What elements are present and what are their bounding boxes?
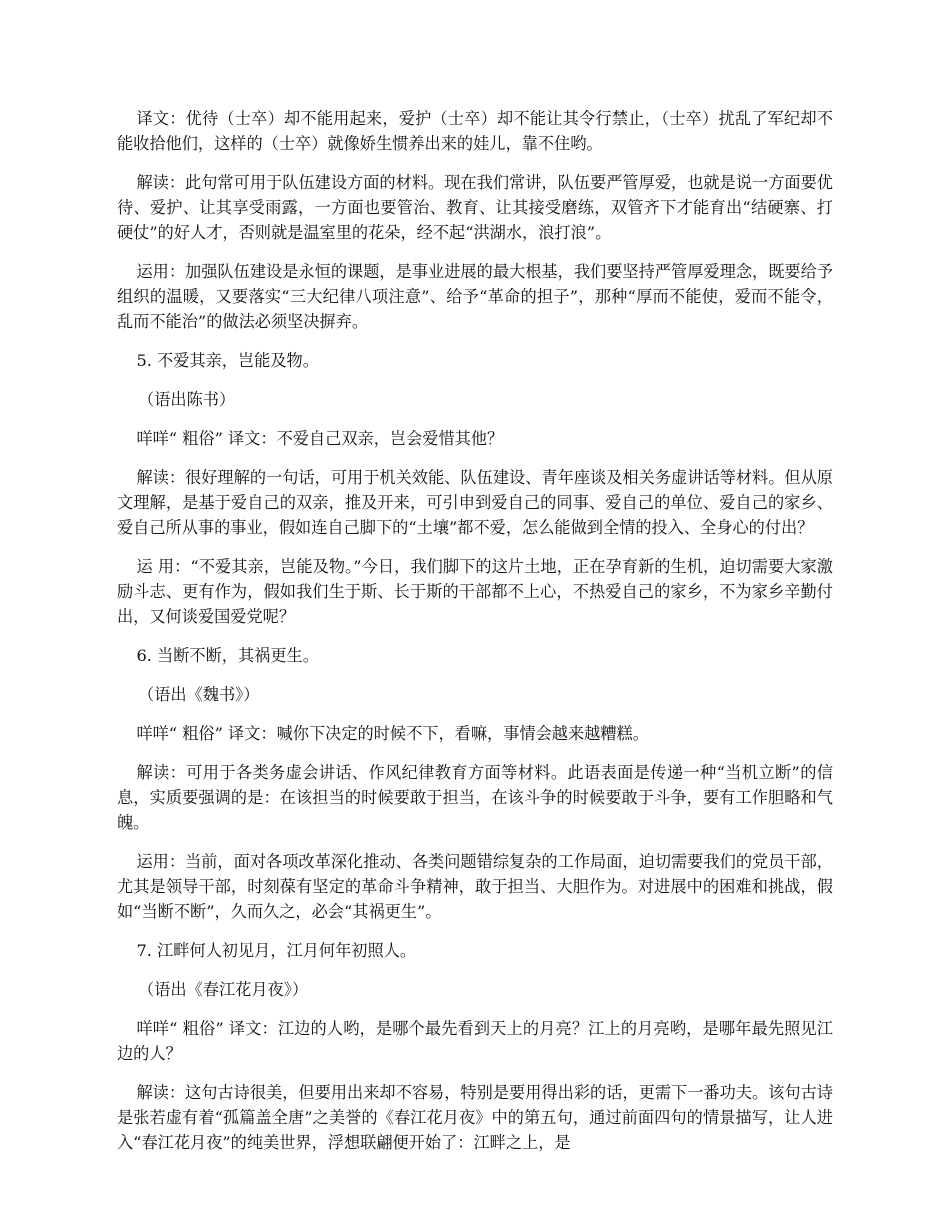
interpretation-paragraph: 解读：此句常可用于队伍建设方面的材料。现在我们常讲，队伍要严管厚爱，也就是说一方面要优待、爱护、让其享受雨露，一方面也要管治、教育、让其接受磨练，双管齐下才能育出“结硬寨、打硬仗”的好人才，否则就是温室里的花朵，经不起“洪湖水，浪打浪”。 [117, 173, 833, 242]
application-paragraph: 运用：当前，面对各项改革深化推动、各类问题错综复杂的工作局面，迫切需要我们的党员干部，尤其是领导干部，时刻葆有坚定的革命斗争精神，敢于担当、大胆作为。对进展中的困难和挑战，假如“当断不断”，久而久之，必会“其祸更生”。 [117, 852, 833, 921]
source-note-5: （语出陈书） [138, 390, 236, 409]
translation-paragraph: 译文：优待（士卒）却不能用起来，爱护（士卒）却不能让其令行禁止，（士卒）扰乱了军纪却不能收拾他们，这样的（士卒）就像娇生惯养出来的娃儿，靠不住哟。 [117, 109, 833, 153]
interpretation-paragraph: 解读：这句古诗很美，但要用出来却不容易，特别是要用得出彩的话，更需下一番功夫。该句古诗是张若虚有着“孤篇盖全唐”之美誉的《春江花月夜》中的第五句，通过前面四句的情景描写，让人进入“春江花月夜”的纯美世界，浮想联翩便开始了：江畔之上，是 [117, 1083, 833, 1152]
section-heading-5: 5. 不爱其亲，岂能及物。 [136, 351, 319, 370]
translation-paragraph: 咩咩“ 粗俗” 译文：喊你下决定的时候不下，看嘛，事情会越来越糟糕。 [136, 724, 649, 743]
application-paragraph: 运用：加强队伍建设是永恒的课题，是事业进展的最大根基，我们要坚持严管厚爱理念，既要给予组织的温暖，又要落实“三大纪律八项注意”、给予“革命的担子”，那种“厚而不能使，爱而不能令，乱而不能治”的做法必须坚决摒弃。 [117, 262, 833, 331]
application-paragraph: 运 用：“不爱其亲，岂能及物。”今日，我们脚下的这片土地，正在孕育新的生机，迫切需要大家激励斗志、更有作为，假如我们生于斯、长于斯的干部都不上心，不热爱自己的家乡，不为家乡辛勤付出，又何谈爱国爱党呢？ [117, 557, 833, 626]
document-page [117, 106, 833, 1169]
section-heading-6: 6. 当断不断，其祸更生。 [136, 646, 319, 665]
translation-paragraph: 咩咩“ 粗俗” 译文：不爱自己双亲，岂会爱惜其他？ [136, 429, 504, 448]
translation-paragraph: 咩咩“ 粗俗” 译文：江边的人哟，是哪个最先看到天上的月亮？江上的月亮哟，是哪年最先照见江边的人？ [117, 1019, 833, 1063]
source-note-7: （语出《春江花月夜》） [138, 980, 309, 999]
section-heading-7: 7. 江畔何人初见月，江月何年初照人。 [136, 941, 417, 960]
source-note-6: （语出《魏书》） [138, 685, 260, 704]
interpretation-paragraph: 解读：可用于各类务虚会讲话、作风纪律教育方面等材料。此语表面是传递一种“当机立断”的信息，实质要强调的是：在该担当的时候要敢于担当，在该斗争的时候要敢于斗争，要有工作胆略和气魄。 [117, 763, 833, 832]
interpretation-paragraph: 解读：很好理解的一句话，可用于机关效能、队伍建设、青年座谈及相关务虚讲话等材料。但从原文理解，是基于爱自己的双亲，推及开来，可引申到爱自己的同事、爱自己的单位、爱自己的家乡、爱自己所从事的事业，假如连自己脚下的“土壤”都不爱，怎么能做到全情的投入、全身心的付出？ [117, 468, 833, 537]
